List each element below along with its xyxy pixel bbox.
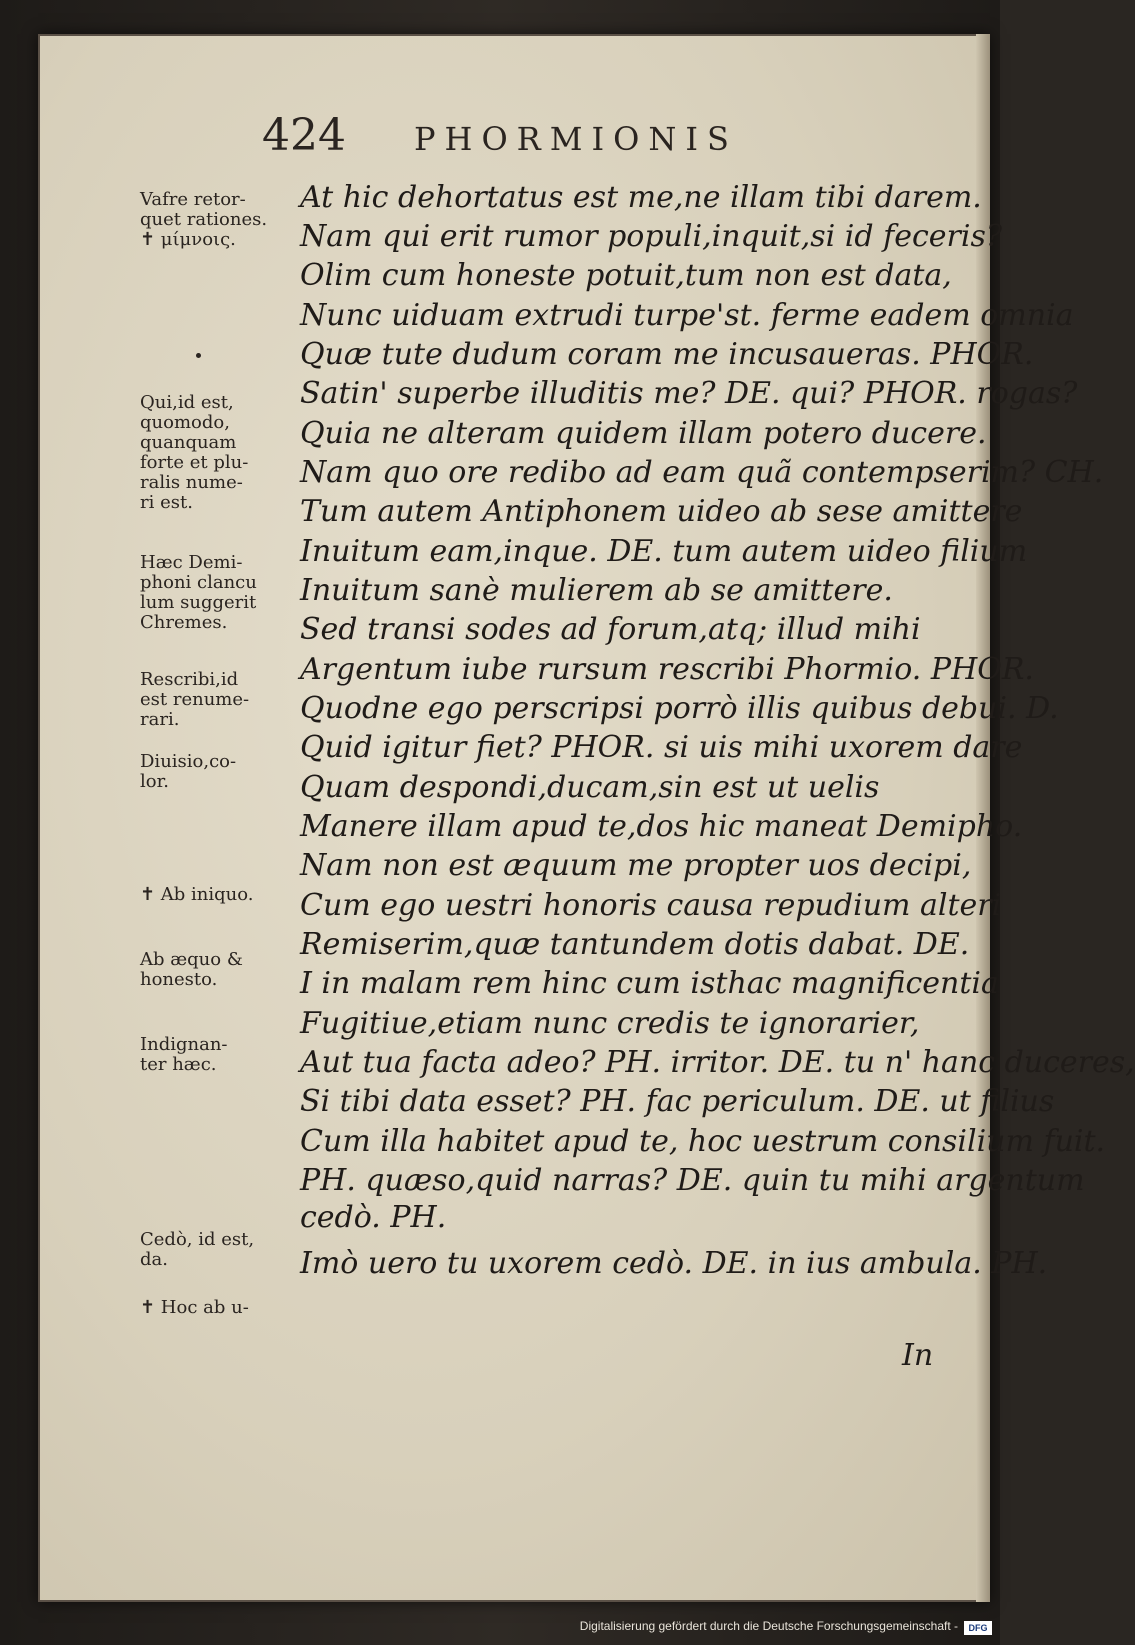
page-number: 424 xyxy=(262,110,346,161)
running-head: PHORMIONIS xyxy=(414,120,738,158)
marginal-gloss: Diuisio,co- lor. xyxy=(140,751,237,792)
verse-line: Aut tua facta adeo? PH. irritor. DE. tu n' hanc duceres, xyxy=(300,1045,1135,1080)
verse-line: Quia ne alteram quidem illam potero ducere. xyxy=(300,416,987,451)
marginal-gloss: Qui,id est, quomodo, quanquam forte et plu- ralis nume- ri est. xyxy=(140,392,249,513)
verse-line: Quodne ego perscripsi porrò illis quibus debui. D. xyxy=(300,691,1059,726)
verse-line: Nunc uiduam extrudi turpe'st. ferme eadem omnia xyxy=(300,298,1074,333)
dfg-logo: DFG xyxy=(964,1621,992,1635)
verse-line: Nam qui erit rumor populi,inquit,si id feceris? xyxy=(300,219,1002,254)
verse-line: Argentum iube rursum rescribi Phormio. PHOR. xyxy=(300,652,1034,687)
marginal-gloss: Cedò, id est, da. xyxy=(140,1229,255,1270)
marginal-gloss: Ab æquo & honesto. xyxy=(140,949,243,990)
margin-dot xyxy=(196,353,201,358)
verse-line: Nam non est æquum me propter uos decipi, xyxy=(300,848,972,883)
marginal-gloss: Indignan- ter hæc. xyxy=(140,1034,228,1075)
verse-line: Olim cum honeste potuit,tum non est data, xyxy=(300,258,952,293)
marginal-gloss: ✝ Hoc ab u- xyxy=(140,1297,249,1318)
marginal-gloss: ✝ Ab iniquo. xyxy=(140,884,254,905)
verse-line: Nam quo ore redibo ad eam quã contempserim? CH. xyxy=(300,455,1104,490)
verse-line: Remiserim,quæ tantundem dotis dabat. DE. xyxy=(300,927,970,962)
verse-line: Fugitiue,etiam nunc credis te ignorarier, xyxy=(300,1006,920,1041)
verse-line: Cum ego uestri honoris causa repudium alteri xyxy=(300,888,1002,923)
verse-line: I in malam rem hinc cum isthac magnificentia xyxy=(300,966,999,1001)
verse-line: Si tibi data esset? PH. fac periculum. DE. ut filius xyxy=(300,1084,1055,1119)
verse-line: PH. quæso,quid narras? DE. quin tu mihi argentum xyxy=(300,1163,1085,1198)
verse-line: Imò uero tu uxorem cedò. DE. in ius ambula. PH. xyxy=(300,1246,1048,1281)
digitization-credit: Digitalisierung gefördert durch die Deutsche Forschungsgemeinschaft - xyxy=(579,1619,958,1633)
marginal-gloss: Rescribi,id est renume- rari. xyxy=(140,669,250,730)
verse-line: Inuitum eam,inque. DE. tum autem uideo filium xyxy=(300,534,1028,569)
verse-line: Quid igitur fiet? PHOR. si uis mihi uxorem dare xyxy=(300,730,1023,765)
verse-line: Tum autem Antiphonem uideo ab sese amittere xyxy=(300,494,1023,529)
verse-line: Cum illa habitet apud te, hoc uestrum consilium fuit. xyxy=(300,1124,1106,1159)
verse-line: Sed transi sodes ad forum,atq; illud mihi xyxy=(300,612,921,647)
verse-line: Satin' superbe illuditis me? DE. qui? PHOR. rogas? xyxy=(300,376,1078,411)
verse-line: Quam despondi,ducam,sin est ut uelis xyxy=(300,770,880,805)
marginal-gloss: Vafre retor- quet rationes. ✝ μίμνοις. xyxy=(140,189,268,250)
catchword: In xyxy=(902,1338,934,1373)
verse-line: Quæ tute dudum coram me incusaueras. PHOR. xyxy=(300,337,1034,372)
verse-line: cedò. PH. xyxy=(300,1200,447,1235)
marginal-gloss: Hæc Demi- phoni clancu lum suggerit Chremes. xyxy=(140,552,257,633)
page-header xyxy=(262,110,822,170)
verse-line: Inuitum sanè mulierem ab se amittere. xyxy=(300,573,893,608)
verse-line: Manere illam apud te,dos hic maneat Demipho. xyxy=(300,809,1023,844)
verse-line: At hic dehortatus est me,ne illam tibi darem. xyxy=(300,180,982,215)
